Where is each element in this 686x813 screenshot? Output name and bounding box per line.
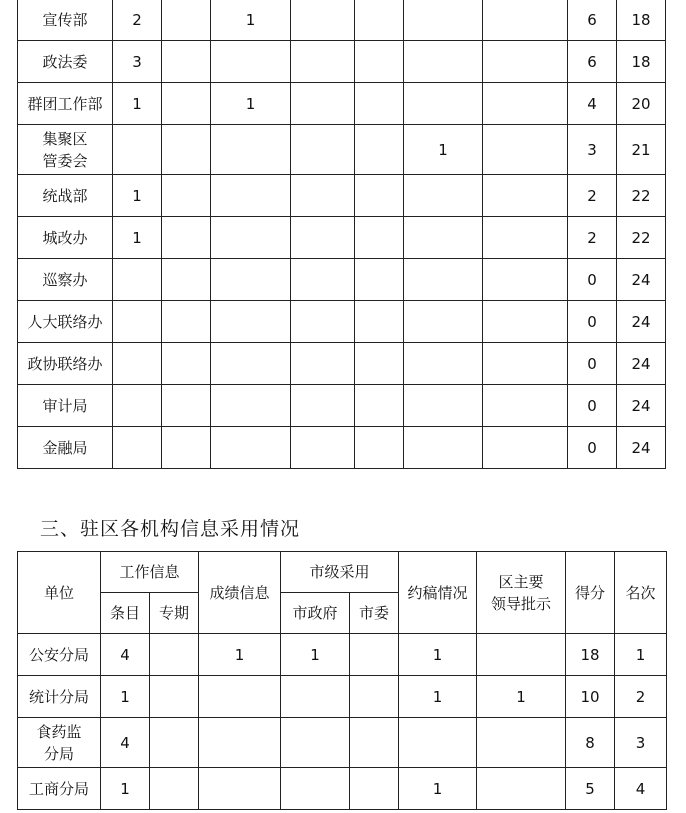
- first-table-body: [18, 0, 666, 469]
- cell-unit: 金融局: [18, 427, 113, 469]
- cell-c5: [355, 343, 404, 385]
- cell-c1: [113, 343, 162, 385]
- cell-rank: 18: [617, 0, 666, 41]
- table-row: [18, 343, 666, 385]
- cell-c5: [355, 301, 404, 343]
- cell-unit: 统计分局: [18, 676, 101, 718]
- agency-table-body: [18, 552, 667, 810]
- cell-city_committee: [350, 676, 399, 718]
- cell-unit: 食药监 分局: [18, 718, 101, 768]
- cell-score: 2: [568, 217, 617, 259]
- cell-rank: 24: [617, 343, 666, 385]
- cell-rank: 22: [617, 175, 666, 217]
- cell-c6: [404, 0, 483, 41]
- cell-c5: [355, 0, 404, 41]
- cell-c3: [211, 427, 291, 469]
- cell-items: 4: [101, 634, 150, 676]
- table-row: [18, 718, 667, 768]
- cell-c2: [162, 41, 211, 83]
- cell-leader: [477, 768, 566, 810]
- cell-special: [150, 634, 199, 676]
- cell-city_gov: [281, 676, 350, 718]
- cell-c6: [404, 301, 483, 343]
- cell-items: 1: [101, 768, 150, 810]
- agency-adoption-table: [17, 551, 667, 810]
- cell-score: 0: [568, 427, 617, 469]
- cell-achievement: [199, 718, 281, 768]
- cell-c5: [355, 125, 404, 175]
- table-header-row: [18, 552, 667, 593]
- cell-c4: [291, 41, 355, 83]
- header-score: 得分: [566, 552, 615, 634]
- table-row: [18, 427, 666, 469]
- cell-c3: [211, 301, 291, 343]
- cell-special: [150, 768, 199, 810]
- cell-c7: [483, 301, 568, 343]
- cell-unit: 集聚区 管委会: [18, 125, 113, 175]
- cell-c2: [162, 343, 211, 385]
- cell-rank: 22: [617, 217, 666, 259]
- cell-c5: [355, 41, 404, 83]
- cell-city_committee: [350, 768, 399, 810]
- cell-c6: [404, 385, 483, 427]
- cell-c6: [404, 427, 483, 469]
- cell-c4: [291, 301, 355, 343]
- cell-score: 2: [568, 175, 617, 217]
- cell-city_committee: [350, 634, 399, 676]
- cell-c4: [291, 259, 355, 301]
- cell-score: 0: [568, 259, 617, 301]
- header-unit: 单位: [18, 552, 101, 634]
- cell-c3: [211, 385, 291, 427]
- cell-c1: 3: [113, 41, 162, 83]
- cell-c1: [113, 427, 162, 469]
- section-title: 三、驻区各机构信息采用情况: [40, 518, 301, 540]
- cell-score: 4: [568, 83, 617, 125]
- cell-city_gov: 1: [281, 634, 350, 676]
- cell-c7: [483, 83, 568, 125]
- cell-c3: [211, 343, 291, 385]
- cell-rank: 21: [617, 125, 666, 175]
- cell-c1: [113, 385, 162, 427]
- cell-unit: 巡察办: [18, 259, 113, 301]
- cell-c3: [211, 217, 291, 259]
- cell-rank: 2: [615, 676, 667, 718]
- cell-unit: 统战部: [18, 175, 113, 217]
- table-row: [18, 676, 667, 718]
- table-row: [18, 634, 667, 676]
- cell-solicited: 1: [399, 768, 477, 810]
- table-row: [18, 175, 666, 217]
- cell-solicited: 1: [399, 634, 477, 676]
- cell-achievement: [199, 676, 281, 718]
- cell-unit: 人大联络办: [18, 301, 113, 343]
- cell-c2: [162, 0, 211, 41]
- cell-special: [150, 718, 199, 768]
- header-rank: 名次: [615, 552, 667, 634]
- cell-score: 10: [566, 676, 615, 718]
- table-row: [18, 768, 667, 810]
- cell-rank: 20: [617, 83, 666, 125]
- cell-city_committee: [350, 718, 399, 768]
- cell-c3: [211, 175, 291, 217]
- cell-unit: 审计局: [18, 385, 113, 427]
- cell-c4: [291, 427, 355, 469]
- header-achievement: 成绩信息: [199, 552, 281, 634]
- cell-unit: 政法委: [18, 41, 113, 83]
- cell-c1: 1: [113, 83, 162, 125]
- cell-c3: 1: [211, 0, 291, 41]
- cell-c6: 1: [404, 125, 483, 175]
- cell-c2: [162, 175, 211, 217]
- cell-c3: 1: [211, 83, 291, 125]
- cell-c7: [483, 343, 568, 385]
- header-solicited: 约稿情况: [399, 552, 477, 634]
- table-row: [18, 83, 666, 125]
- cell-c6: [404, 259, 483, 301]
- cell-c2: [162, 125, 211, 175]
- cell-c4: [291, 83, 355, 125]
- cell-c4: [291, 125, 355, 175]
- cell-rank: 24: [617, 385, 666, 427]
- cell-city_gov: [281, 718, 350, 768]
- cell-unit: 宣传部: [18, 0, 113, 41]
- cell-city_gov: [281, 768, 350, 810]
- cell-score: 0: [568, 343, 617, 385]
- cell-c2: [162, 385, 211, 427]
- cell-c3: [211, 259, 291, 301]
- cell-score: 6: [568, 41, 617, 83]
- cell-score: 18: [566, 634, 615, 676]
- cell-c5: [355, 175, 404, 217]
- cell-unit: 政协联络办: [18, 343, 113, 385]
- cell-unit: 公安分局: [18, 634, 101, 676]
- cell-score: 3: [568, 125, 617, 175]
- table-row: [18, 0, 666, 41]
- first-ranking-table: [17, 0, 666, 469]
- cell-c7: [483, 175, 568, 217]
- cell-c5: [355, 385, 404, 427]
- cell-score: 5: [566, 768, 615, 810]
- cell-rank: 24: [617, 301, 666, 343]
- cell-c6: [404, 217, 483, 259]
- cell-c1: [113, 259, 162, 301]
- header-city-gov: 市政府: [281, 593, 350, 634]
- cell-special: [150, 676, 199, 718]
- cell-c6: [404, 343, 483, 385]
- cell-c5: [355, 259, 404, 301]
- cell-achievement: 1: [199, 634, 281, 676]
- cell-c3: [211, 125, 291, 175]
- cell-score: 0: [568, 385, 617, 427]
- header-special: 专期: [150, 593, 199, 634]
- header-leader: 区主要 领导批示: [477, 552, 566, 634]
- cell-c6: [404, 175, 483, 217]
- cell-leader: [477, 634, 566, 676]
- cell-c4: [291, 343, 355, 385]
- header-items: 条目: [101, 593, 150, 634]
- cell-score: 8: [566, 718, 615, 768]
- cell-rank: 24: [617, 427, 666, 469]
- cell-c5: [355, 427, 404, 469]
- cell-c4: [291, 385, 355, 427]
- cell-c2: [162, 259, 211, 301]
- cell-rank: 4: [615, 768, 667, 810]
- cell-leader: 1: [477, 676, 566, 718]
- cell-solicited: 1: [399, 676, 477, 718]
- cell-c1: 1: [113, 217, 162, 259]
- cell-c4: [291, 175, 355, 217]
- cell-c7: [483, 217, 568, 259]
- cell-c7: [483, 0, 568, 41]
- cell-unit: 城改办: [18, 217, 113, 259]
- cell-c2: [162, 83, 211, 125]
- cell-c6: [404, 83, 483, 125]
- cell-c2: [162, 217, 211, 259]
- cell-c4: [291, 217, 355, 259]
- cell-c7: [483, 125, 568, 175]
- cell-c6: [404, 41, 483, 83]
- cell-c4: [291, 0, 355, 41]
- cell-leader: [477, 718, 566, 768]
- cell-rank: 3: [615, 718, 667, 768]
- cell-unit: 群团工作部: [18, 83, 113, 125]
- cell-c1: 1: [113, 175, 162, 217]
- cell-rank: 18: [617, 41, 666, 83]
- header-work-info: 工作信息: [101, 552, 199, 593]
- cell-c1: [113, 125, 162, 175]
- cell-solicited: [399, 718, 477, 768]
- cell-items: 1: [101, 676, 150, 718]
- cell-score: 0: [568, 301, 617, 343]
- cell-c3: [211, 41, 291, 83]
- table-row: [18, 385, 666, 427]
- cell-c5: [355, 83, 404, 125]
- header-city-committee: 市委: [350, 593, 399, 634]
- cell-unit: 工商分局: [18, 768, 101, 810]
- cell-c2: [162, 301, 211, 343]
- cell-c1: 2: [113, 0, 162, 41]
- cell-c7: [483, 41, 568, 83]
- cell-c7: [483, 259, 568, 301]
- cell-c7: [483, 385, 568, 427]
- cell-rank: 1: [615, 634, 667, 676]
- table-row: [18, 217, 666, 259]
- header-city-adopt: 市级采用: [281, 552, 399, 593]
- cell-c7: [483, 427, 568, 469]
- cell-items: 4: [101, 718, 150, 768]
- cell-c5: [355, 217, 404, 259]
- table-row: [18, 259, 666, 301]
- cell-achievement: [199, 768, 281, 810]
- cell-score: 6: [568, 0, 617, 41]
- cell-c2: [162, 427, 211, 469]
- table-row: [18, 301, 666, 343]
- table-row: [18, 125, 666, 175]
- table-row: [18, 41, 666, 83]
- cell-rank: 24: [617, 259, 666, 301]
- cell-c1: [113, 301, 162, 343]
